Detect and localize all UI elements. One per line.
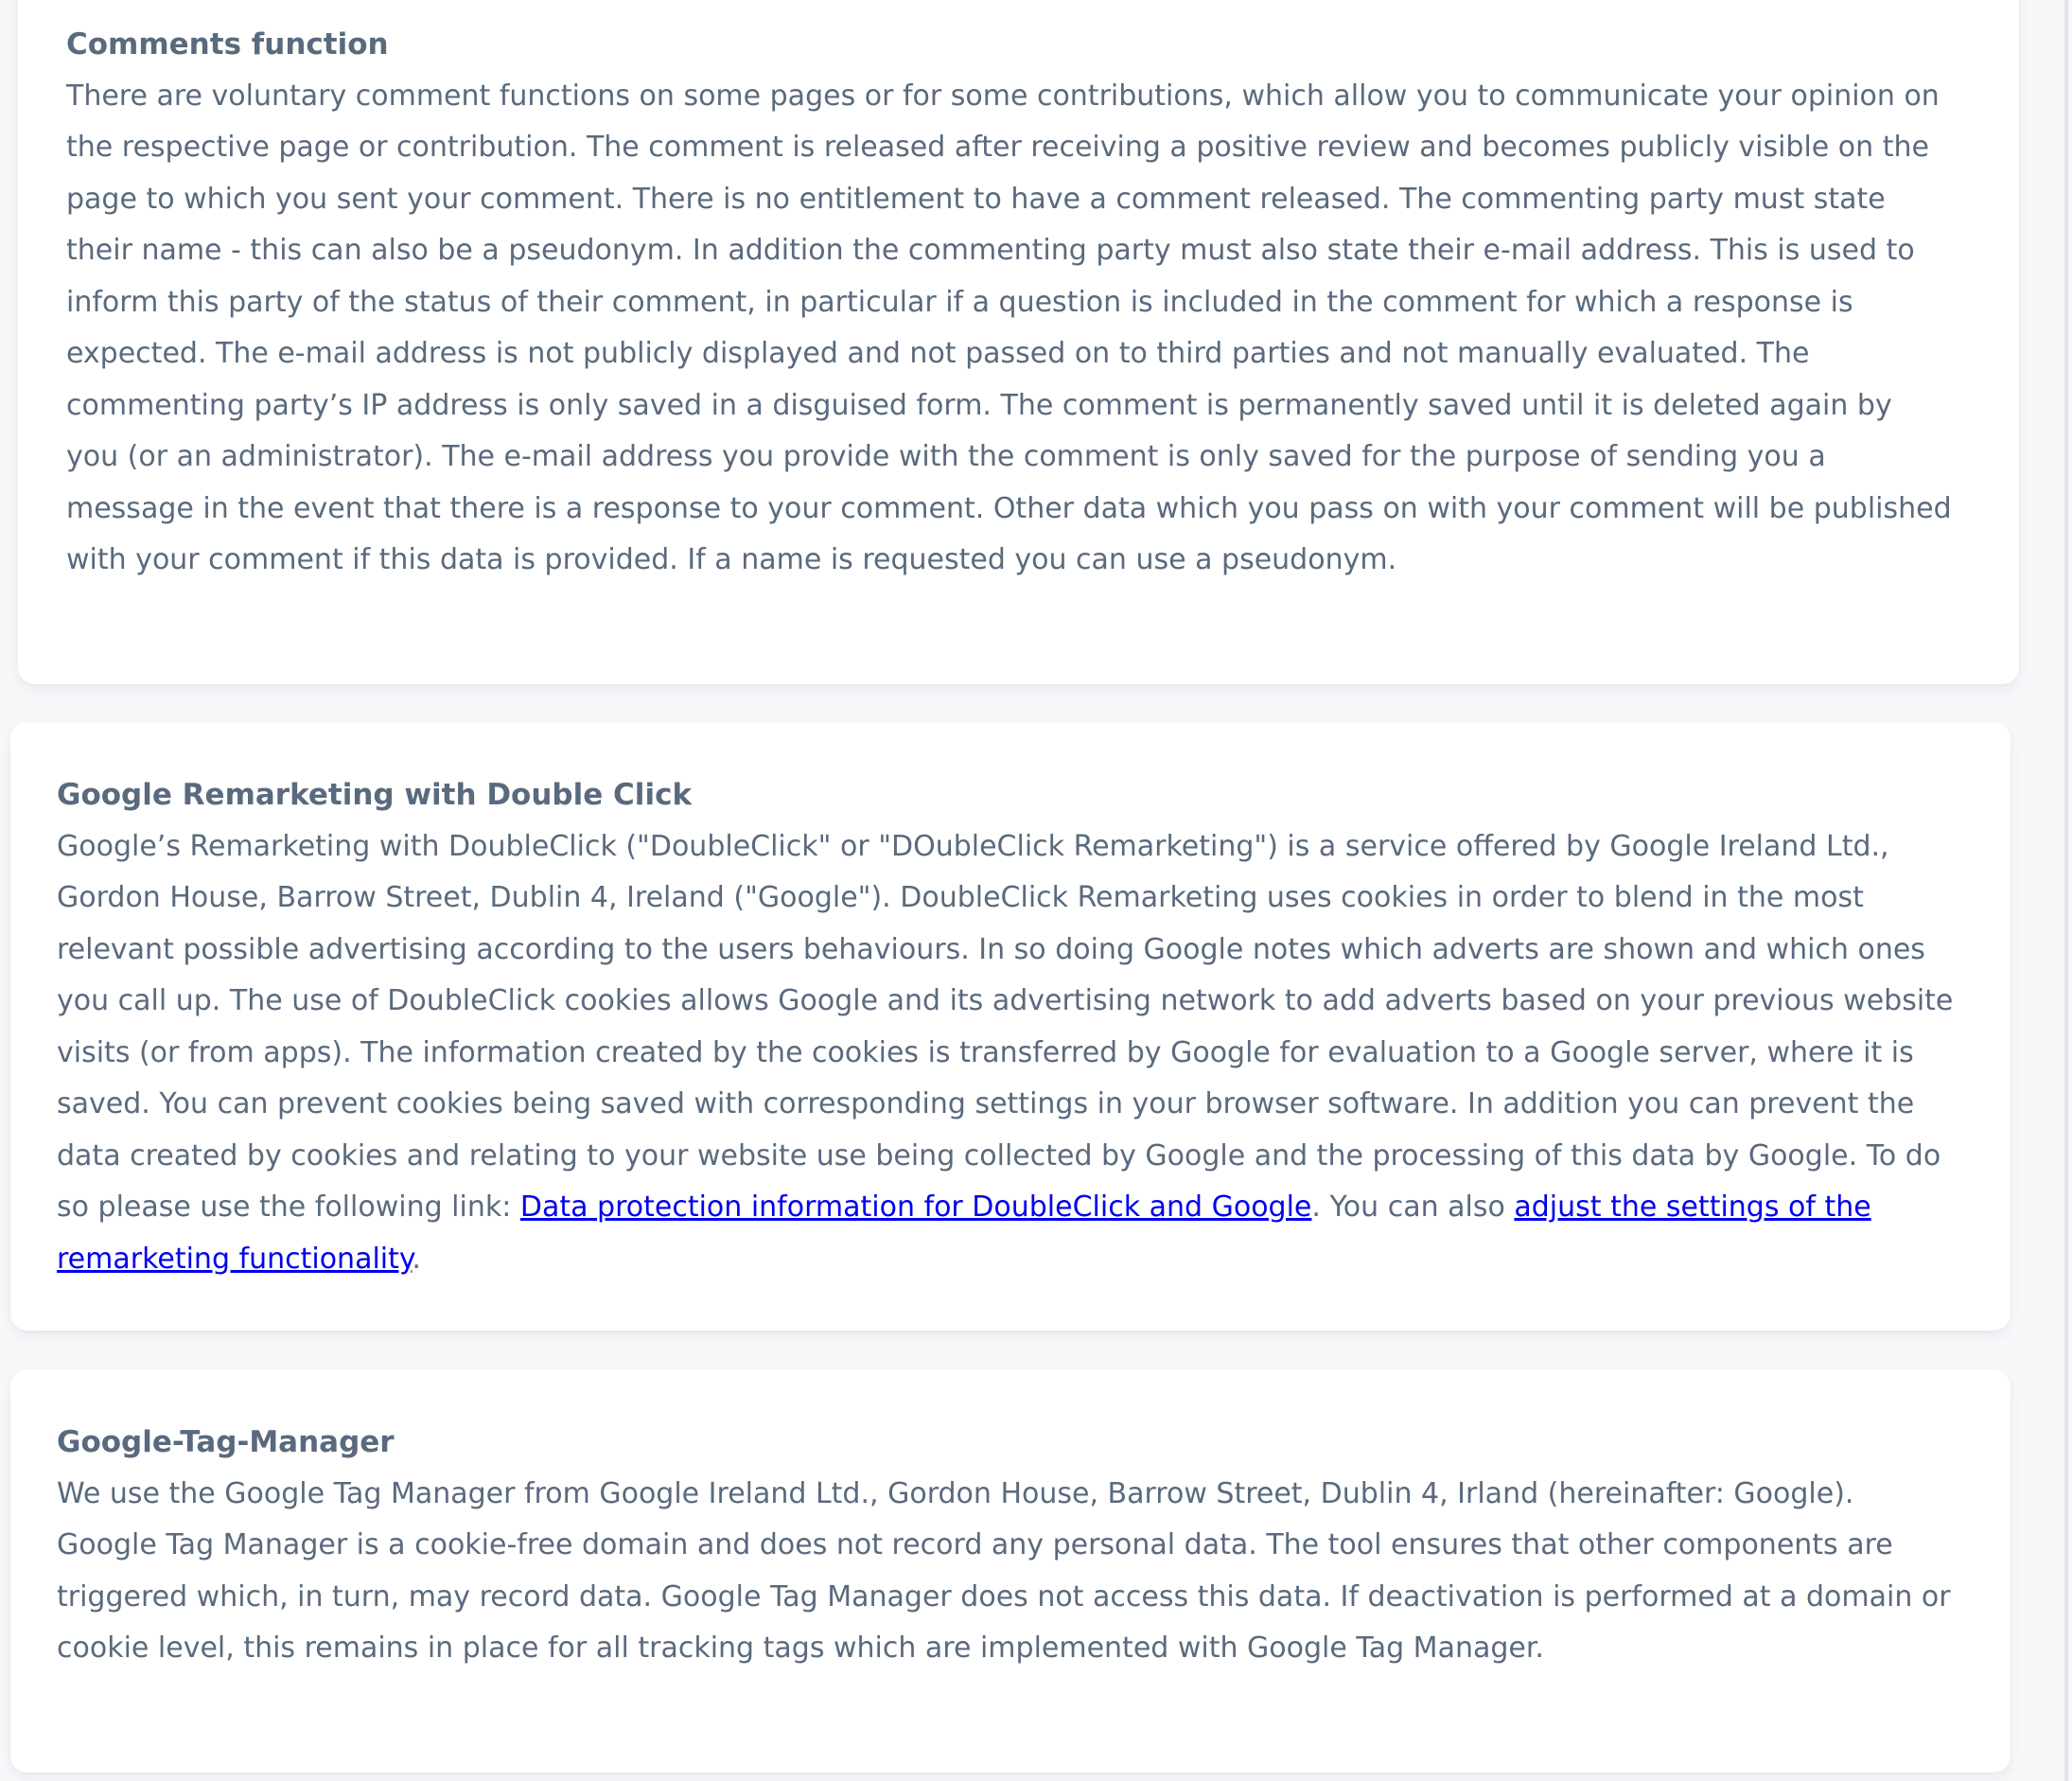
scrollbar-edge <box>2064 0 2068 1781</box>
section-heading-remarketing: Google Remarketing with Double Click <box>57 778 693 812</box>
section-body-gtm: We use the Google Tag Manager from Google Ireland Ltd., Gordon House, Barrow Street, Dublin 4, Irland (hereinafter: Google). Google Tag Manager is a cookie-free domain and does not record any personal data. The tool ensures that other components are triggered which, in turn, may record data. Google Tag Manager does not access this data. If deactivation is performed at a domain or cookie level, this remains in place for all tracking tags which are implemented with Google Tag Manager. <box>57 1476 1951 1665</box>
section-body-comments: There are voluntary comment functions on some pages or for some contributions, which allow you to communicate your opinion on the respective page or contribution. The comment is released after receiving a positive review and becomes publicly visible on the page to which you sent your comment. There is no entitlement to have a comment released. The commenting party must state their name - this can also be a pseudonym. In addition the commenting party must also state their e-mail address. This is used to inform this party of the status of their comment, in particular if a question is included in the comment for which a response is expected. The e-mail address is not publicly displayed and not passed on to third parties and not manually evaluated. The commenting party’s IP address is only saved in a disguised form. The comment is permanently saved until it is deleted again by you (or an administrator). The e-mail address you provide with the comment is only saved for the purpose of sending you a message in the event that there is a response to your comment. Other data which you pass on with your comment will be published with your comment if this data is provided. If a name is requested you can use a pseudonym. <box>66 79 1952 576</box>
remarketing-text-part-2: . You can also <box>1311 1190 1515 1224</box>
section-heading-gtm: Google-Tag-Manager <box>57 1425 395 1459</box>
comments-function-card <box>18 0 2019 684</box>
remarketing-text-part-3: . <box>412 1242 421 1276</box>
scrollbar-track[interactable] <box>2064 0 2072 1781</box>
google-tag-manager-card <box>10 1369 2011 1772</box>
section-body-remarketing <box>57 821 1954 1286</box>
data-protection-info-link[interactable]: Data protection information for DoubleClick and Google <box>519 1190 1312 1224</box>
remarketing-text-part-1: Google’s Remarketing with DoubleClick ("DoubleClick" or "DOubleClick Remarketing") is a service offered by Google Ireland Ltd., Gordon House, Barrow Street, Dublin 4, Ireland ("Google"). DoubleClick Remarketing uses cookies in order to blend in the most relevant possible advertising according to the users behaviours. In so doing Google notes which adverts are shown and which ones you call up. The use of DoubleClick cookies allows Google and its advertising network to add adverts based on your previous website visits (or from apps). The information created by the cookies is transferred by Google for evaluation to a Google server, where it is saved. You can prevent cookies being saved with corresponding settings in your browser software. In addition you can prevent the data created by cookies and relating to your website use being collected by Google and the processing of this data by Google. To do so please use the following link: <box>57 829 1954 1224</box>
remarketing-settings-link[interactable]: adjust the settings of the remarketing functionality <box>57 1190 1871 1276</box>
google-remarketing-card <box>10 722 2011 1331</box>
section-heading-comments: Comments function <box>66 27 389 62</box>
